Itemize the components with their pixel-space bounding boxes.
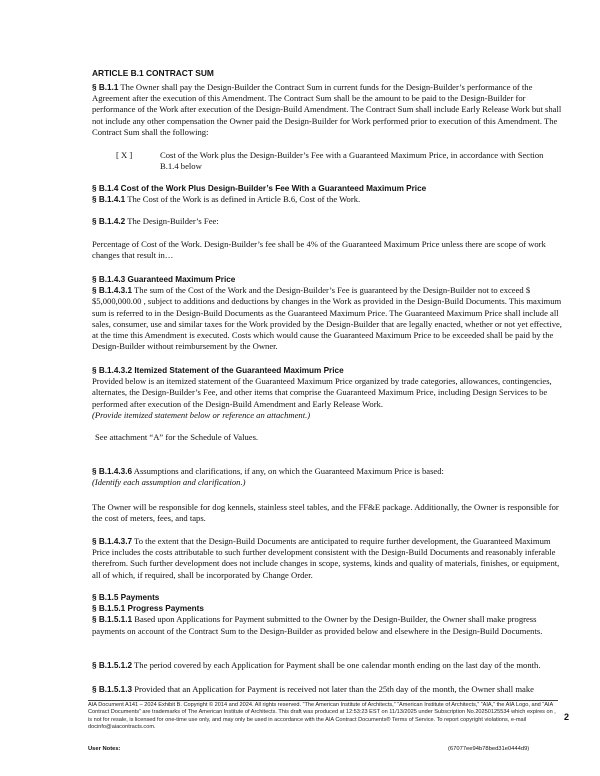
section-label: § B.1.4.2 [92,217,126,226]
footer-copyright: AIA Document A141 – 2024 Exhibit B. Copyright © 2014 and 2024. All rights reserved. “The American Institute of Architects,” “American Institute of Architects,” “AIA,” the AIA Logo, and “AIA Contract Documents” are trademarks of The American Institute of Architects. This draft was produced at 12:53:23 EST on 11/13/2025 under Subscription No.20250125534 which expires on , is not for resale, is licensed for one-time use only, and may only be used in accordance with the AIA Contract Documents® Terms of Service. To report copyright violations, e-mail docinfo@aiacontracts.com. [88,702,556,731]
section-text: The period covered by each Application for Payment shall be one calendar month ending on the last day of the month. [132,660,541,670]
section-text: Provided that an Application for Payment is received not later than the 25th day of the month, the Owner shall make [132,684,534,694]
section-heading: § B.1.4.3.2 Itemized Statement of the Guaranteed Maximum Price [92,366,344,375]
section-text: Assumptions and clarifications, if any, on which the Guaranteed Maximum Price is based: [132,466,444,476]
section-label: § B.1.4.3.6 [92,467,133,476]
section-text: The Owner shall pay the Design-Builder the Contract Sum in current funds for the Design-Builder’s performance of the Agreement after the execution of this Amendment. The Contract Sum shall be the amount to be paid to the Design-Builder for performance of the Work after execution of the Design-Build Amendment. The Contract Sum shall include Early Release Work but shall not include any other compensation the Owner paid the Design-Builder for Work performed prior to execution of this Amendment. The Contract Sum shall the following: [92,82,562,137]
assumptions-body [92,502,562,524]
fee-description [92,239,562,261]
section-b1-5-1-3 [92,684,562,695]
section-b1-5 [92,592,562,637]
section-label: § B.1.4.3.1 [92,286,133,296]
section-heading: § B.1.4.3 Guaranteed Maximum Price [92,275,236,284]
document-id: (67077ee94b78bed31e0444d9) [448,746,530,752]
assumptions-text: The Owner will be responsible for dog kennels, stainless steel tables, and the FF&E package. Additionally, the Owner is responsible for the cost of meters, fees, and taps. [92,502,559,524]
footer-divider [88,700,558,701]
section-label: § B.1.1 [92,83,119,92]
section-heading: § B.1.5 Payments [92,593,160,602]
section-b1-4-2 [92,216,562,227]
attachment-reference [95,432,565,443]
section-heading: § B.1.4 Cost of the Work Plus Design-Builder’s Fee With a Guaranteed Maximum Price [92,184,427,193]
section-label: § B.1.5.1.2 [92,661,133,670]
section-b1-4 [92,183,562,205]
section-b1-4-3-7 [92,536,562,581]
section-b1-4-3-2 [92,365,562,421]
section-instruction: (Provide itemized statement below or reference an attachment.) [92,409,311,420]
section-label: § B.1.4.1 [92,195,126,205]
section-instruction: (Identify each assumption and clarification.) [92,477,246,488]
section-text: Based upon Applications for Payment submitted to the Owner by the Design-Builder, the Owner shall make progress payments on account of the Contract Sum to the Design-Builder as provided below and elsewhere in the Design-Build Documents. [92,614,543,636]
section-label: § B.1.5.1.1 [92,615,133,625]
option-checkbox[interactable]: [ X ] [116,150,133,160]
section-b1-4-3-6 [92,466,562,488]
article-title: ARTICLE B.1 CONTRACT SUM [92,68,214,78]
section-text: The Design-Builder’s Fee: [125,216,219,226]
section-text: The Cost of the Work is as defined in Article B.6, Cost of the Work. [125,194,361,205]
section-label: § B.1.5.1.3 [92,685,133,694]
contract-sum-option [116,150,566,174]
section-b1-4-3 [92,274,562,352]
section-b1-5-1-2 [92,660,562,671]
fee-body: Percentage of Cost of the Work. Design-Builder’s fee shall be 4% of the Guaranteed Maximum Price unless there are scope of work changes that result in… [92,239,546,261]
option-text: Cost of the Work plus the Design-Builder’s Fee with a Guaranteed Maximum Price, in accordance with Section B.1.4 below [160,150,544,172]
section-label: § B.1.4.3.7 [92,537,133,546]
section-text: Provided below is an itemized statement of the Guaranteed Maximum Price organized by trade categories, allowances, contingencies, alternates, the Design-Builder’s Fee, and other items that comprise the Guaranteed Maximum Price, including Design Services to be performed after execution of the Design-Build Amendment and Early Release Work. [92,376,552,409]
section-b1-1 [92,82,562,138]
section-text: To the extent that the Design-Build Documents are anticipated to require further development, the Guaranteed Maximum Price includes the costs attributable to such further development consistent with the Design-Build Documents and reasonably inferable therefrom. Such further development does not include changes in scope, systems, kinds and quality of materials, finishes, or equipment, all of which, if required, shall be incorporated by Change Order. [92,536,560,580]
user-notes-label: User Notes: [88,746,121,752]
page-number: 2 [564,712,570,722]
section-text: The sum of the Cost of the Work and the Design-Builder’s Fee is guaranteed by the Design-Builder not to exceed $ $5,000,000.00 , subject to additions and deductions by changes in the Work as provided in the Design-Build Documents. This maximum sum is referred to in the Design-Build Documents as the Guaranteed Maximum Price. The Guaranteed Maximum Price shall include all sales, consumer, use and similar taxes for the Work provided by the Design-Builder that are legally enacted, whether or not yet effective, at the time this Amendment is executed. Costs which would cause the Guaranteed Maximum Price to be exceeded shall be paid by the Design-Builder without reimbursement by the Owner. [92,285,562,352]
section-subheading: § B.1.5.1 Progress Payments [92,604,204,614]
attachment-text: See attachment “A” for the Schedule of Values. [95,432,259,442]
